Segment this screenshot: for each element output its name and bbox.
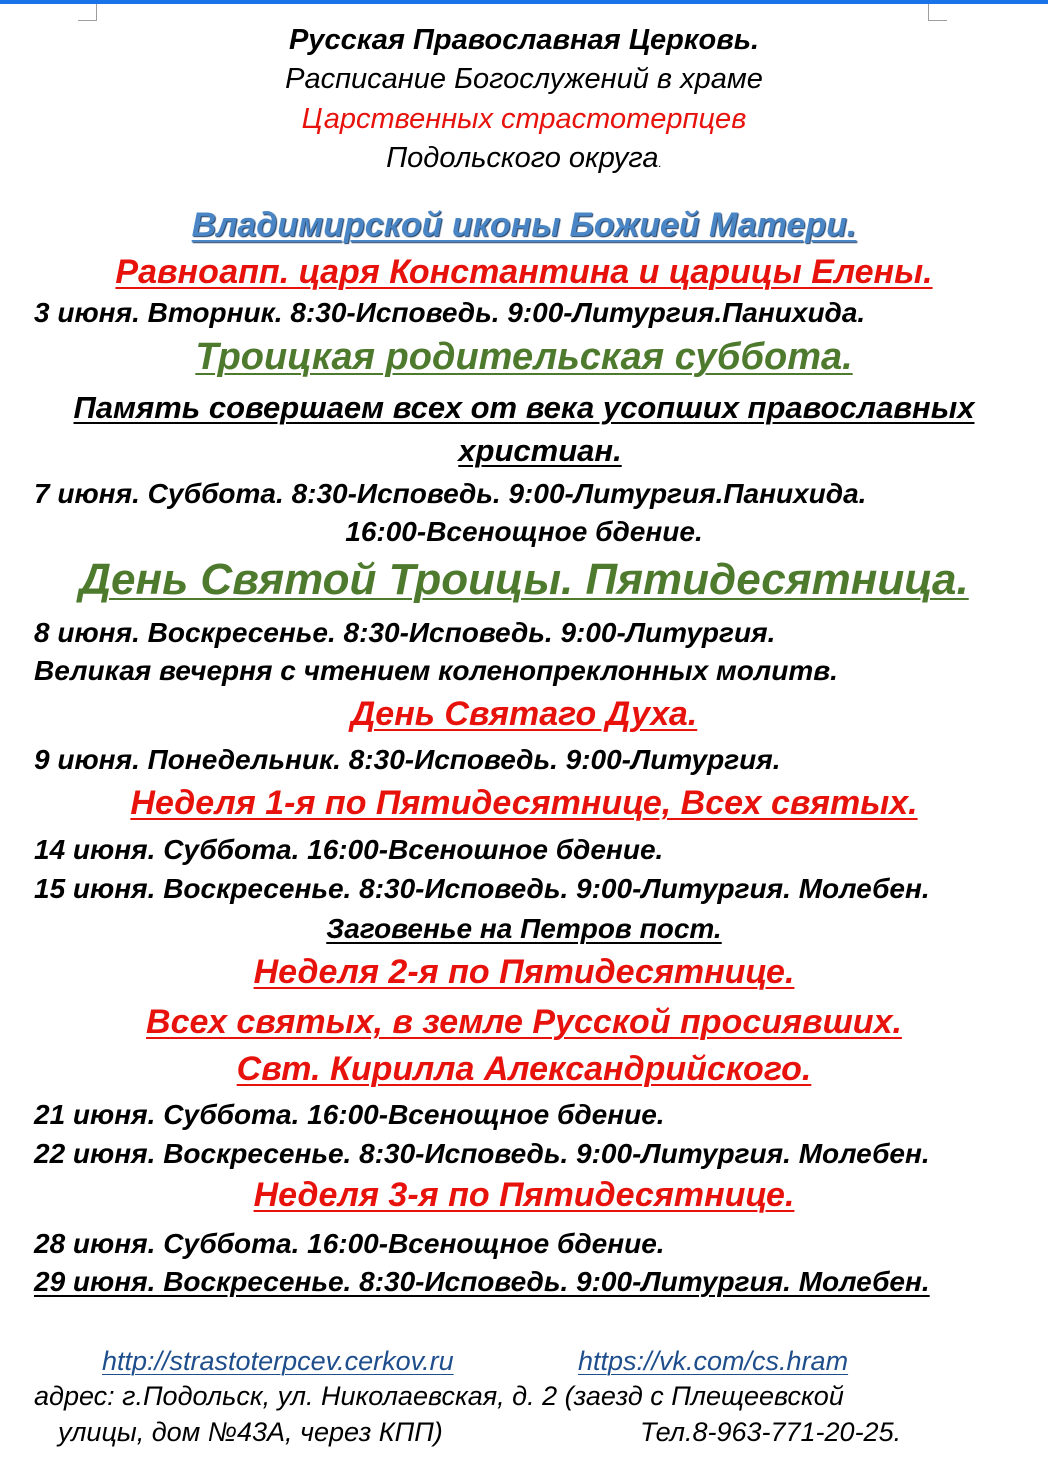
crop-mark-right-icon xyxy=(928,4,947,21)
schedule-jun21: 21 июня. Суббота. 16:00-Всенощное бдение. xyxy=(34,1099,665,1130)
schedule-jun29: 29 июня. Воскресенье. 8:30-Исповедь. 9:00-Литургия. Молебен. xyxy=(34,1266,930,1297)
crop-mark-left-icon xyxy=(78,4,97,21)
schedule-jun7-evening: 16:00-Всенощное бдение. xyxy=(345,516,703,547)
feast-trinity-day: День Святой Троицы. Пятидесятница. xyxy=(79,555,969,604)
feast-week-3: Неделя 3-я по Пятидесятнице. xyxy=(253,1176,795,1214)
feast-week-2: Неделя 2-я по Пятидесятнице. xyxy=(253,953,795,991)
schedule-jun15: 15 июня. Воскресенье. 8:30-Исповедь. 9:00-Литургия. Молебен. xyxy=(34,873,930,904)
site-link[interactable] xyxy=(102,1348,454,1375)
note-fast-eve: Заговенье на Петров пост. xyxy=(326,913,722,944)
header-schedule-title: Расписание Богослужений в храме xyxy=(285,63,763,95)
phone-number: Тел.8-963-771-20-25. xyxy=(640,1417,902,1447)
address-line-1: адрес: г.Подольск, ул. Николаевская, д. 2 (заезд с Плещеевской xyxy=(34,1381,844,1411)
vk-link-text[interactable]: https://vk.com/cs.hram xyxy=(578,1346,849,1376)
address-line-2: улицы, дом №43А, через КПП) xyxy=(58,1417,443,1447)
top-accent-bar xyxy=(0,0,1048,4)
header-temple-name: Царственных страстотерпцев xyxy=(301,103,747,135)
schedule-jun8: 8 июня. Воскресенье. 8:30-Исповедь. 9:00-Литургия. xyxy=(34,617,776,648)
header-district xyxy=(0,144,1048,173)
feast-holy-spirit: День Святаго Духа. xyxy=(350,695,698,733)
header-district-text: Подольского округа xyxy=(386,142,659,174)
schedule-jun28: 28 июня. Суббота. 16:00-Всенощное бдение. xyxy=(34,1228,665,1259)
site-link-text[interactable]: http://strastoterpcev.cerkov.ru xyxy=(102,1346,454,1376)
schedule-jun9: 9 июня. Понедельник. 8:30-Исповедь. 9:00-Литургия. xyxy=(34,744,781,775)
schedule-jun8-vespers: Великая вечерня с чтением коленопреклонных молитв. xyxy=(34,655,838,686)
feast-vladimir-icon: Владимирской иконы Божией Матери. xyxy=(191,206,857,244)
feast-cyril: Свт. Кирилла Александрийского. xyxy=(236,1050,812,1088)
feast-trinity-saturday: Троицкая родительская суббота. xyxy=(195,336,853,378)
memory-line-2: христиан. xyxy=(458,433,622,468)
header-district-dot: . xyxy=(658,156,662,170)
schedule-jun7: 7 июня. Суббота. 8:30-Исповедь. 9:00-Литургия.Панихида. xyxy=(34,478,867,509)
feast-week-1: Неделя 1-я по Пятидесятнице, Всех святых. xyxy=(130,784,918,822)
header-church-name: Русская Православная Церковь. xyxy=(288,24,760,56)
feast-constantine-helena: Равноапп. царя Константина и царицы Елены. xyxy=(115,253,933,291)
feast-russian-saints: Всех святых, в земле Русской просиявших. xyxy=(146,1003,902,1041)
vk-link[interactable] xyxy=(578,1348,848,1375)
schedule-jun14: 14 июня. Суббота. 16:00-Всеношное бдение. xyxy=(34,834,664,865)
memory-line-1: Память совершаем всех от века усопших православных xyxy=(73,390,975,425)
schedule-jun22: 22 июня. Воскресенье. 8:30-Исповедь. 9:00-Литургия. Молебен. xyxy=(34,1138,930,1169)
schedule-jun3: 3 июня. Вторник. 8:30-Исповедь. 9:00-Литургия.Панихида. xyxy=(34,297,866,328)
